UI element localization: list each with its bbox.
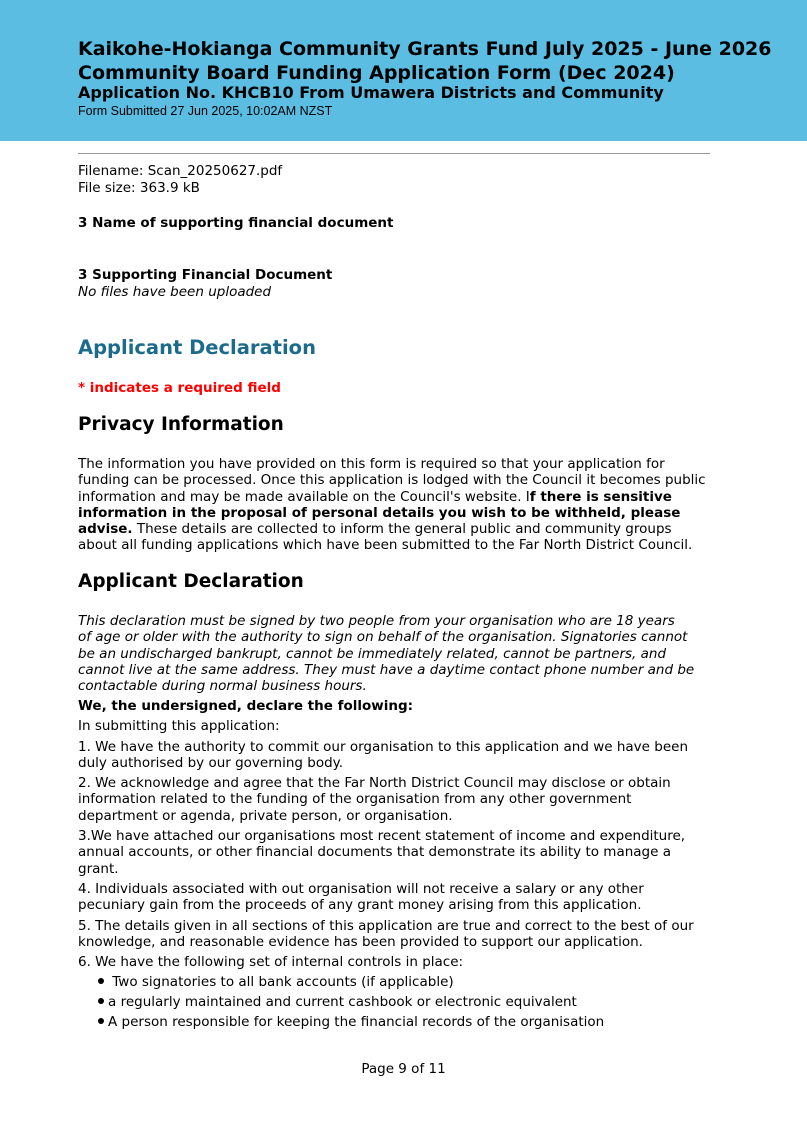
declaration-intro-line: be an undischarged bankrupt, cannot be immediately related, cannot be partners, and — [78, 645, 667, 662]
privacy-bold-text: f there is sensitive — [529, 488, 672, 505]
privacy-line: The information you have provided on this form is required so that your application for — [78, 456, 665, 472]
privacy-paragraph — [78, 456, 718, 554]
privacy-heading: Privacy Information — [78, 414, 284, 435]
application-number: Application No. KHCB10 From Umawera Districts and Community — [78, 83, 664, 102]
bullet-dot-icon — [98, 978, 104, 984]
control-bullet — [98, 974, 454, 991]
declaration-item-line: 5. The details given in all sections of this application are true and correct to the best of our — [78, 918, 694, 934]
form-subtitle: Community Board Funding Application Form (Dec 2024) — [78, 62, 675, 84]
divider — [78, 153, 710, 154]
privacy-line: about all funding applications which have been submitted to the Far North District Council. — [78, 537, 693, 554]
declaration-intro — [78, 613, 718, 694]
declaration-intro-line: cannot live at the same address. They must have a daytime contact phone number and be — [78, 661, 695, 678]
declaration-item-line: grant. — [78, 860, 119, 877]
section-title: Applicant Declaration — [78, 336, 316, 359]
declaration-item — [78, 739, 718, 772]
control-bullet — [98, 1014, 604, 1031]
financial-doc-name-label: 3 Name of supporting financial document — [78, 215, 394, 231]
privacy-line — [78, 521, 718, 537]
bullet-dot-icon — [98, 1018, 104, 1024]
declaration-item-line: 4. Individuals associated with out organisation will not receive a salary or any other — [78, 881, 644, 897]
declaration-item-line: information related to the funding of the organisation from any other government — [78, 791, 632, 808]
file-size: File size: 363.9 kB — [78, 180, 200, 196]
privacy-text: These details are collected to inform the general public and community groups — [132, 521, 672, 538]
privacy-line — [78, 489, 718, 505]
privacy-bold-text: advise. — [78, 521, 133, 538]
declaration-item-line: 3.We have attached our organisations most recent statement of income and expenditure, — [78, 828, 686, 844]
form-title: Kaikohe-Hokianga Community Grants Fund July 2025 - June 2026 — [78, 38, 772, 60]
financial-doc-value: No files have been uploaded — [78, 284, 272, 300]
declaration-item-line: 2. We acknowledge and agree that the Far North District Council may disclose or obtain — [78, 775, 671, 791]
declaration-item-line: 6. We have the following set of internal controls in place: — [78, 954, 464, 970]
declaration-item — [78, 881, 718, 914]
control-bullet-text: Two signatories to all bank accounts (if applicable) — [108, 974, 454, 990]
financial-doc-label: 3 Supporting Financial Document — [78, 267, 333, 283]
privacy-line: funding can be processed. Once this application is lodged with the Council it becomes public — [78, 472, 706, 489]
declaration-intro-line: This declaration must be signed by two people from your organisation who are 18 years — [78, 613, 675, 629]
required-field-note: * indicates a required field — [78, 380, 281, 396]
declaration-item — [78, 954, 718, 970]
control-bullet — [98, 994, 577, 1011]
control-bullet-text: A person responsible for keeping the financial records of the organisation — [108, 1014, 605, 1030]
declaration-item-line: department or agenda, private person, or organisation. — [78, 807, 453, 824]
declaration-item — [78, 918, 718, 951]
filename: Filename: Scan_20250627.pdf — [78, 163, 283, 179]
declaration-item-line: annual accounts, or other financial documents that demonstrate its ability to manage a — [78, 844, 671, 861]
declaration-item — [78, 775, 718, 824]
undersigned-statement: We, the undersigned, declare the following: — [78, 698, 414, 714]
declaration-heading: Applicant Declaration — [78, 571, 304, 592]
privacy-text: information and may be made available on the Council's website. I — [78, 488, 530, 505]
declaration-item-line: pecuniary gain from the proceeds of any grant money arising from this application. — [78, 897, 642, 914]
page-number: Page 9 of 11 — [361, 1061, 446, 1077]
declaration-item — [78, 828, 718, 877]
declaration-item-line: duly authorised by our governing body. — [78, 755, 344, 772]
page-header — [0, 0, 807, 141]
declaration-intro-line: contactable during normal business hours. — [78, 678, 367, 695]
submitting-intro: In submitting this application: — [78, 718, 280, 734]
privacy-bold-line: information in the proposal of personal details you wish to be withheld, please — [78, 504, 681, 521]
bullet-dot-icon — [98, 998, 104, 1004]
declaration-intro-line: of age or older with the authority to sign on behalf of the organisation. Signatories cannot — [78, 629, 688, 646]
submitted-timestamp: Form Submitted 27 Jun 2025, 10:02AM NZST — [78, 104, 333, 118]
declaration-item-line: knowledge, and reasonable evidence has been provided to support our application. — [78, 934, 643, 951]
declaration-item-line: 1. We have the authority to commit our organisation to this application and we have been — [78, 739, 689, 755]
control-bullet-text: a regularly maintained and current cashbook or electronic equivalent — [108, 994, 577, 1010]
